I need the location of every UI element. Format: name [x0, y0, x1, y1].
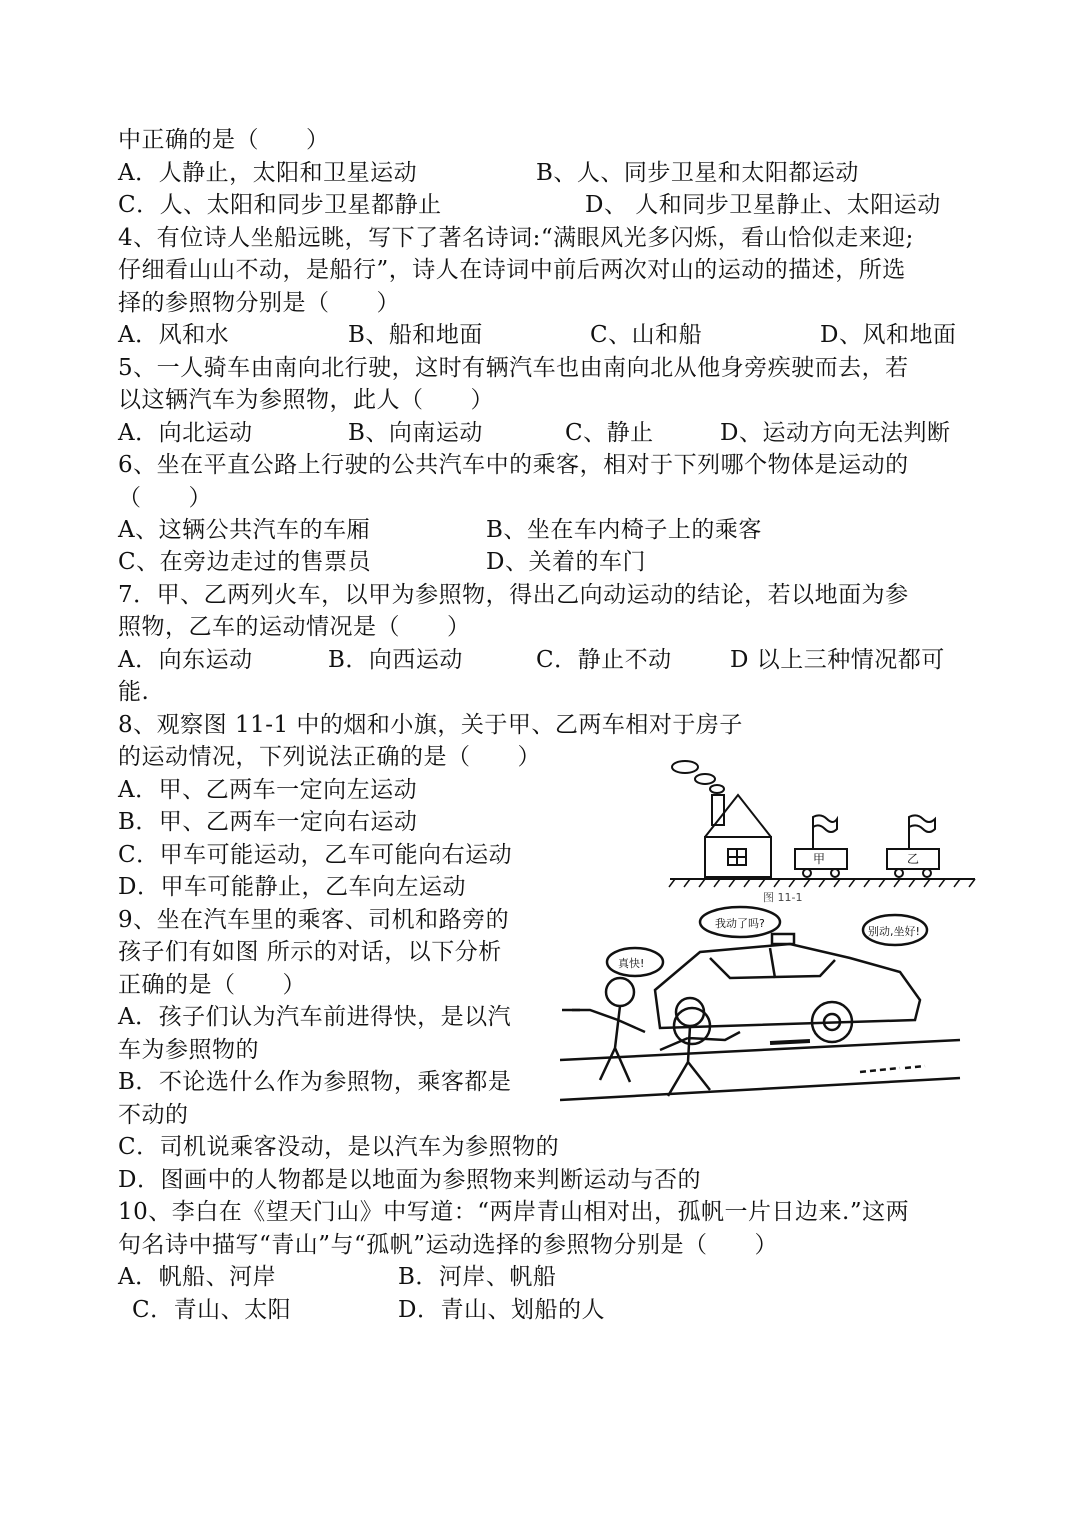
q7-stem-line-1: 7．甲、乙两列火车，以甲为参照物，得出乙向动运动的结论，若以地面为参	[118, 582, 909, 608]
q7-option-d: D 以上三种情况都可	[730, 647, 945, 673]
child-head-icon	[606, 978, 634, 1006]
q6-option-c: C、在旁边走过的售票员	[118, 549, 372, 575]
q9-stem-line-2: 孩子们有如图 所示的对话，以下分析	[118, 939, 502, 965]
q9-stem-line-1: 9、坐在汽车里的乘客、司机和路旁的	[118, 907, 510, 933]
q5-option-b: B、向南运动	[348, 420, 483, 446]
q5-option-a: A．向北运动	[118, 420, 253, 446]
figure-caption: 图 11-1	[763, 891, 803, 904]
cart-yi-label: 乙	[907, 852, 920, 866]
q9-option-c: C．司机说乘客没动，是以汽车为参照物的	[118, 1134, 560, 1160]
q6-stem-line-2: （ ）	[118, 485, 212, 511]
q5-option-c: C、静止	[565, 420, 654, 446]
q3-stem: 中正确的是（ ）	[118, 127, 330, 153]
q8-option-a: A．甲、乙两车一定向左运动	[118, 777, 418, 803]
figure-q9-drawing	[560, 900, 965, 1115]
q4-option-d: D、风和地面	[820, 322, 957, 348]
flag-yi-icon	[909, 815, 935, 832]
q4-stem-line-2: 仔细看山山不动，是船行”，诗人在诗词中前后两次对山的运动的描述，所选	[118, 257, 906, 283]
q9-stem-line-3: 正确的是（ ）	[118, 972, 306, 998]
q8-stem-line-1: 8、观察图 11-1 中的烟和小旗，关于甲、乙两车相对于房子	[118, 712, 743, 738]
roof-icon	[705, 795, 771, 837]
q8-option-b: B．甲、乙两车一定向右运动	[118, 809, 418, 835]
q10-option-a: A．帆船、河岸	[118, 1264, 277, 1290]
q6-option-a: A、这辆公共汽车的车厢	[118, 517, 371, 543]
figure-11-1	[665, 757, 980, 907]
q9-option-a-cont: 车为参照物的	[118, 1037, 259, 1063]
q3-option-d: D、 人和同步卫星静止、太阳运动	[585, 192, 941, 218]
q3-option-c: C．人、太阳和同步卫星都静止	[118, 192, 442, 218]
q4-option-b: B、船和地面	[348, 322, 483, 348]
flag-jia-icon	[813, 815, 837, 832]
smoke-puff-icon	[710, 785, 724, 793]
bubble-text-1: 真快!	[618, 957, 645, 970]
q6-option-d: D、关着的车门	[486, 549, 646, 575]
q8-option-d: D．甲车可能静止，乙车向左运动	[118, 874, 466, 900]
q7-option-c: C．静止不动	[536, 647, 672, 673]
figure-11-1-drawing	[665, 757, 980, 907]
bubble-text-3: 别动,坐好!	[868, 925, 920, 938]
child-body-icon	[572, 1006, 645, 1082]
q8-option-c: C．甲车可能运动，乙车可能向右运动	[118, 842, 513, 868]
q6-stem-line-1: 6、坐在平直公路上行驶的公共汽车中的乘客，相对于下列哪个物体是运动的	[118, 452, 909, 478]
q10-option-b: B．河岸、帆船	[398, 1264, 557, 1290]
road-line	[560, 1040, 960, 1060]
q8-stem-line-2: 的运动情况，下列说法正确的是（ ）	[118, 744, 541, 770]
smoke-puff-icon	[695, 774, 715, 784]
figure-q9-cartoon	[560, 900, 965, 1115]
q7-stem-line-2: 照物，乙车的运动情况是（ ）	[118, 614, 471, 640]
q3-option-a: A．人静止，太阳和卫星运动	[118, 160, 418, 186]
child-body-icon	[660, 1026, 740, 1096]
q9-option-d: D．图画中的人物都是以地面为参照物来判断运动与否的	[118, 1167, 701, 1193]
q6-option-b: B、坐在车内椅子上的乘客	[486, 517, 762, 543]
car-icon	[655, 944, 920, 1028]
q9-option-b-cont: 不动的	[118, 1102, 189, 1128]
q3-option-b: B、人、同步卫星和太阳都运动	[536, 160, 859, 186]
q4-option-c: C、山和船	[590, 322, 703, 348]
q7-option-a: A．向东运动	[118, 647, 253, 673]
q10-option-c: C．青山、太阳	[132, 1297, 292, 1323]
q7-option-b: B．向西运动	[328, 647, 463, 673]
q5-option-d: D、运动方向无法判断	[720, 420, 951, 446]
q10-stem-line-1: 10、李白在《望天门山》中写道：“两岸青山相对出，孤帆一片日边来.”这两	[118, 1199, 910, 1225]
q5-stem-line-1: 5、一人骑车由南向北行驶，这时有辆汽车也由南向北从他身旁疾驶而去，若	[118, 355, 909, 381]
q10-stem-line-2: 句名诗中描写“青山”与“孤帆”运动选择的参照物分别是（ ）	[118, 1232, 779, 1258]
q5-stem-line-2: 以这辆汽车为参照物，此人（ ）	[118, 387, 494, 413]
q4-option-a: A．风和水	[118, 322, 230, 348]
q10-option-d: D．青山、划船的人	[398, 1297, 605, 1323]
smoke-puff-icon	[672, 761, 698, 773]
q4-stem-line-1: 4、有位诗人坐船远眺，写下了著名诗词:“满眼风光多闪烁，看山恰似走来迎;	[118, 225, 914, 251]
bubble-text-2: 我动了吗?	[715, 917, 765, 930]
q9-option-a: A．孩子们认为汽车前进得快，是以汽	[118, 1004, 512, 1030]
cart-jia-label: 甲	[813, 852, 826, 866]
q9-option-b: B．不论选什么作为参照物，乘客都是	[118, 1069, 512, 1095]
q4-stem-line-3: 择的参照物分别是（ ）	[118, 290, 400, 316]
q7-option-d-tail: 能.	[118, 679, 150, 705]
